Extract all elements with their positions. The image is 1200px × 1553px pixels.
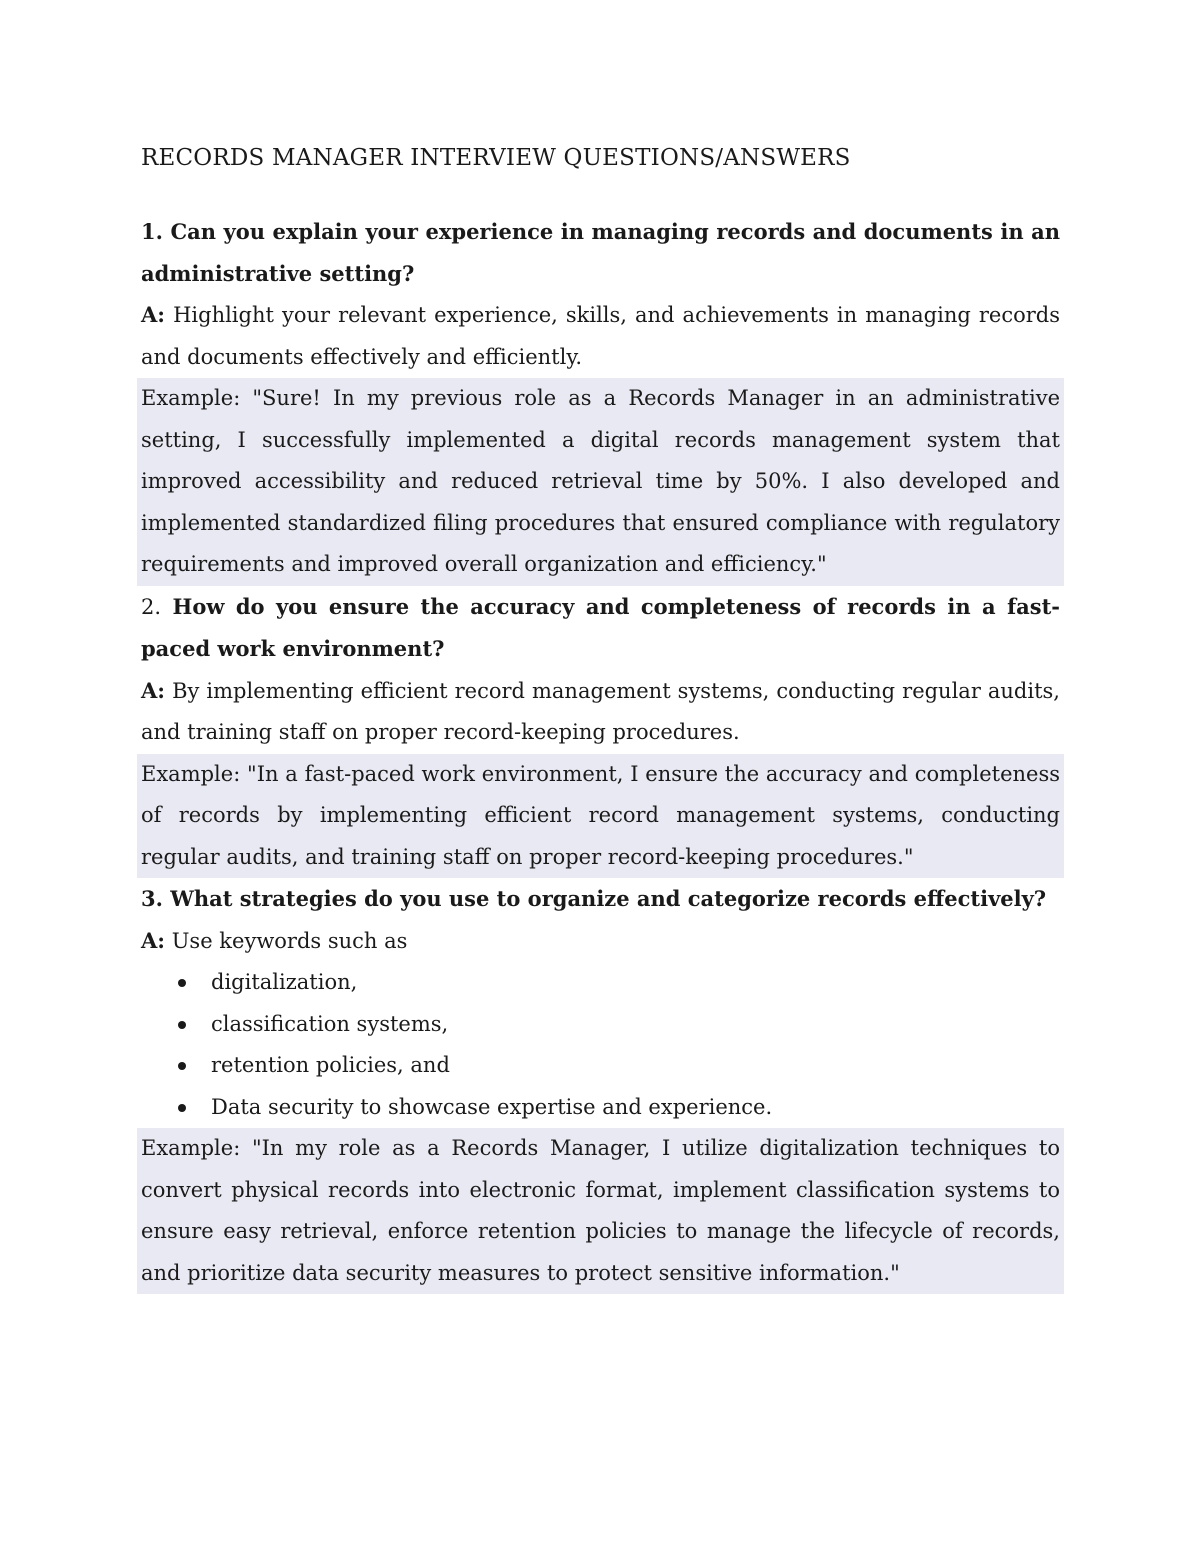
list-item-text: Data security to showcase expertise and experience. — [211, 1094, 773, 1119]
question-number: 2. — [141, 594, 162, 619]
document-page — [141, 138, 1060, 1294]
bullet-icon — [178, 1062, 186, 1070]
list-item-text: digitalization, — [211, 970, 358, 994]
list-item-text: classification systems, — [211, 1011, 449, 1036]
list-item — [173, 1045, 1060, 1087]
keyword-list — [141, 962, 1060, 1128]
answer-label: A: — [141, 677, 166, 703]
question-3: 3. What strategies do you use to organize and categorize records effectively? — [141, 886, 1047, 911]
example-1: Example: "Sure! In my previous role as a Records Manager in an administrative setting, I successfully implemented a digital records management system that improved accessibility and reduced retrieval time by 50%. I also developed and implemented standardized filing procedures that ensured compliance with regulatory requirements and improved overall organization and efficiency." — [137, 378, 1064, 586]
example-3: Example: "In my role as a Records Manager, I utilize digitalization techniques to convert physical records into electronic format, implement classification systems to ensure easy retrieval, enforce retention policies to manage the lifecycle of records, and prioritize data security measures to protect sensitive information." — [137, 1128, 1064, 1294]
answer-3 — [141, 920, 1060, 963]
example-2: Example: "In a fast-paced work environment, I ensure the accuracy and completeness of records by implementing efficient record management systems, conducting regular audits, and training staff on proper record-keeping procedures." — [137, 754, 1064, 879]
answer-text: Use keywords such as — [165, 928, 408, 953]
answer-text: By implementing efficient record management systems, conducting regular audits, and training staff on proper record-keeping procedures. — [141, 678, 1060, 744]
answer-label: A: — [141, 927, 166, 953]
question-2 — [141, 586, 1060, 670]
list-item — [173, 1004, 1060, 1046]
bullet-icon — [178, 979, 186, 987]
qa-section-1 — [141, 211, 1060, 586]
list-item — [173, 1087, 1060, 1129]
qa-section-2 — [141, 586, 1060, 879]
answer-label: A: — [141, 302, 166, 327]
question-text: How do you ensure the accuracy and completeness of records in a fast-paced work environment? — [141, 593, 1060, 661]
answer-text: Highlight your relevant experience, skills, and achievements in managing records and documents effectively and efficiently. — [141, 303, 1060, 369]
list-item — [173, 962, 1060, 1004]
answer-2 — [141, 670, 1060, 754]
bullet-icon — [178, 1104, 186, 1112]
list-item-text: retention policies, and — [211, 1053, 450, 1077]
bullet-icon — [178, 1021, 186, 1029]
answer-1 — [141, 294, 1060, 378]
question-1: 1. Can you explain your experience in managing records and documents in an administrative setting? — [141, 219, 1060, 286]
qa-section-3 — [141, 878, 1060, 1294]
document-title: RECORDS MANAGER INTERVIEW QUESTIONS/ANSWERS — [141, 145, 851, 171]
